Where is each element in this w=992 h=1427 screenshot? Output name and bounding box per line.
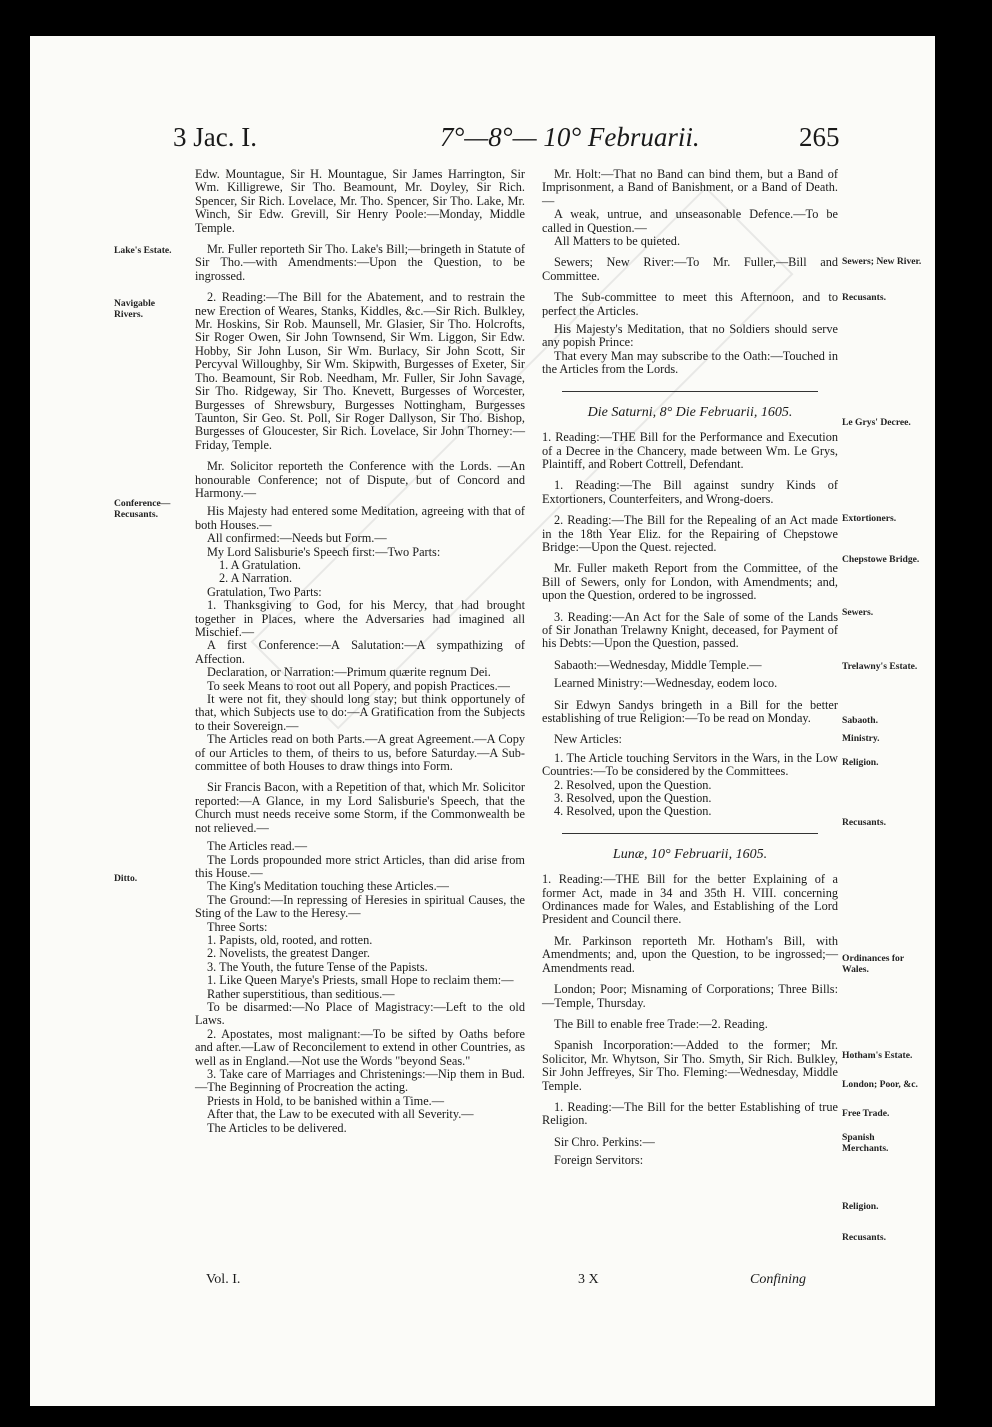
paragraph: Foreign Servitors:	[554, 1153, 644, 1168]
header-left: 3 Jac. I.	[173, 122, 257, 152]
paragraph: Spanish Incorporation:—Added to the former; Mr. Solicitor, Mr. Whytson, Sir Tho. Smyth, Sir Rich. Bulkley, Sir John Jeffreyes, Sir Tho. Fleming:—Wednesday, Middle Temple.	[542, 1038, 838, 1093]
paragraph: His Majesty had entered some Meditation, agreeing with that of both Houses.—	[195, 504, 525, 532]
paragraph: Sabaoth:—Wednesday, Middle Temple.—	[554, 657, 762, 672]
paragraph: The Articles to be delivered.	[207, 1120, 347, 1135]
header-center: 7°—8°— 10° Februarii.	[440, 122, 700, 152]
paragraph: 1. A Gratulation.	[219, 557, 301, 572]
section-heading: Die Saturni, 8° Die Februarii, 1605.	[587, 404, 793, 420]
paragraph: Mr. Solicitor reporteth the Conference with the Lords. —An honourable Conference; not of Dispute, but of Concord and Harmony.—	[195, 459, 525, 500]
margin-note: Sewers.	[842, 607, 874, 618]
paragraph: Sewers; New River:—To Mr. Fuller,—Bill and Committee.	[542, 255, 838, 283]
paragraph: The Articles read.—	[207, 839, 308, 854]
paragraph: 2. A Narration.	[219, 571, 293, 586]
paragraph: 2. Apostates, most malignant:—To be sifted by Oaths before and after.—Law of Reconcilement to extend in other Countries, as well as in England.—Not use the Words "beyond Seas."	[195, 1026, 525, 1068]
paragraph: 1. Thanksgiving to God, for his Mercy, that had brought together in Places, where the Adversaries had imagined all Mischief.—	[195, 598, 525, 639]
paragraph: Gratulation, Two Parts:	[207, 584, 322, 599]
paragraph: All Matters to be quieted.	[554, 234, 681, 249]
paragraph: Sir Edwyn Sandys bringeth in a Bill for the better establishing of true Religion:—To be read on Monday.	[542, 697, 838, 725]
margin-note: Lake's Estate.	[114, 245, 172, 256]
paragraph: 3. Take care of Marriages and Christenings:—Nip them in Bud.—The Beginning of Procreation the acting.	[195, 1067, 525, 1095]
signature-mark: 3 X	[578, 1272, 599, 1287]
paragraph: New Articles:	[554, 732, 622, 747]
margin-note: Conference—Recusants.	[114, 498, 171, 520]
paragraph: Rather superstitious, than seditious.—	[207, 986, 395, 1001]
paragraph: After that, the Law to be executed with all Severity.—	[207, 1107, 474, 1122]
left-column	[195, 168, 525, 1135]
section-rule	[562, 391, 818, 392]
paragraph: 1. The Article touching Servitors in the Wars, in the Low Countries:—To be considered by the Committees.	[542, 750, 838, 779]
margin-note: Recusants.	[842, 292, 886, 303]
margin-note: Ordinances for Wales.	[842, 953, 904, 975]
right-column	[542, 168, 838, 1168]
margin-note: Ministry.	[842, 733, 880, 744]
margin-note: Recusants.	[842, 817, 886, 828]
paragraph: 1. Reading:—THE Bill for the better Explaining of a former Act, made in 34 and 35th H. VIII. concerning Ordinances made for Wales, and Establishing of the Lord President and Council there.	[542, 872, 838, 927]
paragraph: 3. The Youth, the future Tense of the Papists.	[207, 959, 428, 974]
paragraph: The Lords propounded more strict Articles, than did arise from this House.—	[195, 852, 525, 880]
paragraph: 2. Resolved, upon the Question.	[554, 777, 712, 792]
margin-note: Chepstowe Bridge.	[842, 554, 920, 565]
paragraph: 1. Papists, old, rooted, and rotten.	[207, 932, 373, 947]
paragraph: 1. Reading:—THE Bill for the Performance and Execution of a Decree in the Chancery, made between Wm. Le Grys, Plaintiff, and Robert Cottrell, Defendant.	[542, 430, 838, 471]
margin-note: Free Trade.	[842, 1108, 890, 1119]
paragraph: The Articles read on both Parts.—A great Agreement.—A Copy of our Articles to them, of theirs to us, before Saturday.—A Sub-committee of both Houses to draw things into Form.	[195, 732, 525, 774]
paragraph: A first Conference:—A Salutation:—A sympathizing of Affection.	[195, 638, 525, 666]
margin-note: Recusants.	[842, 1232, 886, 1243]
paragraph: All confirmed:—Needs but Form.—	[207, 531, 387, 546]
paragraph: Sir Chro. Perkins:—	[554, 1134, 655, 1149]
paragraph: Three Sorts:	[207, 919, 268, 934]
paragraph: 2. Reading:—The Bill for the Repealing of an Act made in the 18th Year Eliz. for the Repairing of Chepstowe Bridge:—Upon the Quest. rejected.	[542, 513, 838, 554]
margin-note: Ditto.	[114, 873, 138, 884]
paragraph: London; Poor; Misnaming of Corporations; Three Bills:—Temple, Thursday.	[542, 982, 838, 1010]
margin-note: London; Poor, &c.	[842, 1079, 918, 1090]
paragraph: Declaration, or Narration:—Primum quærite regnum Dei.	[207, 665, 491, 680]
section-rule	[562, 833, 818, 834]
paragraph: To seek Means to root out all Popery, and popish Practices.—	[207, 678, 510, 693]
paragraph: The Sub-committee to meet this Afternoon, and to perfect the Articles.	[542, 290, 838, 318]
book-page	[30, 36, 935, 1406]
paragraph: It were not fit, they should long stay; but think opportunely of that, which Subjects use to do:—A Gratification from the Subjects to their Sovereign.—	[195, 692, 525, 733]
margin-note: Religion.	[842, 1201, 879, 1212]
paragraph: My Lord Salisburie's Speech first:—Two Parts:	[207, 544, 441, 559]
margin-note: Sabaoth.	[842, 715, 878, 726]
margin-note: Religion.	[842, 757, 879, 768]
paragraph: Sir Francis Bacon, with a Repetition of that, which Mr. Solicitor reported:—A Glance, in my Lord Salisburie's Speech, that the Church must needs receive some Storm, if the Commonwealth be not relieved.—	[195, 780, 525, 835]
margin-note: Sewers; New River.	[842, 256, 922, 267]
paragraph: 2. Reading:—The Bill for the Abatement, and to restrain the new Erection of Weares, Stanks, Kiddles, &c.—Sir Rich. Bulkley, Mr. Hoskins, Sir Rob. Maunsell, Mr. Glasier, Sir Tho. Holcrofts, Sir Roger Owen, Sir John Townsend, Sir Wm. Liggon, Sir Edw. Hobby, Sir John Luson, Sir Wm. Burlacy, Sir John Scott, Sir Percyval Willoughby, Sir Wm. Skipwith, Burgesses of Exeter, Sir Tho. Beamount, Sir Rob. Needham, Mr. Fuller, Sir John Savage, Sir Tho. Ridgeway, Sir Tho. Knevett, Burgesses of Worcester, Burgesses of Shrewsbury, Burgesses Nottingham, Burgesses Taunton, Sir Geo. St. Poll, Sir Roger Dallyson, Sir Tho. Bishop, Burgesses of Gloucester, Sir Rich. Lovelace, Sir John Thorney:—Friday, Temple.	[195, 290, 525, 452]
paragraph: Mr. Fuller reporteth Sir Tho. Lake's Bill;—bringeth in Statute of Sir Tho.—with Amendments:—Upon the Question, to be ingrossed.	[195, 242, 525, 283]
paragraph: Edw. Mountague, Sir H. Mountague, Sir James Harrington, Sir Wm. Killigrewe, Sir Tho. Beamount, Mr. Doyley, Sir Rich. Spencer, Sir Rich. Lovelace, Mr. Tho. Spencer, Sir Tho. Lake, Mr. Winch, Sir Edw. Grevill, Sir Henry Poole:—Monday, Middle Temple.	[195, 167, 525, 235]
margin-note: Spanish Merchants.	[842, 1132, 889, 1154]
paragraph: Mr. Fuller maketh Report from the Committee, of the Bill of Sewers, only for London, with Amendments; and, upon the Question, ordered to be ingrossed.	[542, 561, 838, 603]
paragraph: 1. Reading:—The Bill against sundry Kinds of Extortioners, Counterfeiters, and Wrong-doers.	[542, 478, 838, 506]
page-number: 265	[799, 122, 840, 152]
paragraph: 3. Resolved, upon the Question.	[554, 791, 712, 806]
paragraph: That every Man may subscribe to the Oath:—Touched in the Articles from the Lords.	[542, 348, 838, 377]
paragraph: 4. Resolved, upon the Question.	[554, 804, 712, 819]
paragraph: 3. Reading:—An Act for the Sale of some of the Lands of Sir Jonathan Trelawny Knight, deceased, for Payment of his Debts:—Upon the Question, passed.	[542, 609, 838, 651]
volume-mark: Vol. I.	[206, 1272, 241, 1287]
catchword: Confining	[750, 1272, 807, 1287]
paragraph: His Majesty's Meditation, that no Soldiers should serve any popish Prince:	[542, 322, 838, 350]
paragraph: 1. Reading:—The Bill for the better Establishing of true Religion.	[542, 1099, 838, 1128]
paragraph: The Ground:—In repressing of Heresies in spiritual Causes, the Sting of the Law to the Heresy.—	[195, 892, 525, 921]
paragraph: 1. Like Queen Marye's Priests, small Hope to reclaim them:—	[207, 973, 514, 988]
paragraph: Learned Ministry:—Wednesday, eodem loco.	[554, 676, 778, 691]
paragraph: To be disarmed:—No Place of Magistracy:—Left to the old Laws.	[195, 999, 525, 1028]
paragraph: 2. Novelists, the greatest Danger.	[207, 946, 370, 961]
section-heading: Lunæ, 10° Februarii, 1605.	[612, 846, 768, 862]
paragraph: Priests in Hold, to be banished within a Time.—	[207, 1093, 445, 1108]
margin-note: Navigable Rivers.	[114, 298, 156, 320]
margin-note: Le Grys' Decree.	[842, 417, 911, 428]
paragraph: A weak, untrue, and unseasonable Defence.—To be called in Question.—	[542, 207, 838, 235]
running-header	[30, 120, 935, 162]
margin-note: Extortioners.	[842, 513, 897, 524]
paragraph: The King's Meditation touching these Articles.—	[207, 879, 449, 894]
paragraph: The Bill to enable free Trade:—2. Reading.	[554, 1016, 768, 1031]
margin-note: Trelawny's Estate.	[842, 661, 918, 672]
paragraph: Mr. Holt:—That no Band can bind them, but a Band of Imprisonment, a Band of Banishment, or a Band of Death.—	[542, 167, 838, 208]
paragraph: Mr. Parkinson reporteth Mr. Hotham's Bill, with Amendments; and, upon the Question, to be ingrossed;—Amendments read.	[542, 933, 838, 975]
margin-note: Hotham's Estate.	[842, 1050, 913, 1061]
